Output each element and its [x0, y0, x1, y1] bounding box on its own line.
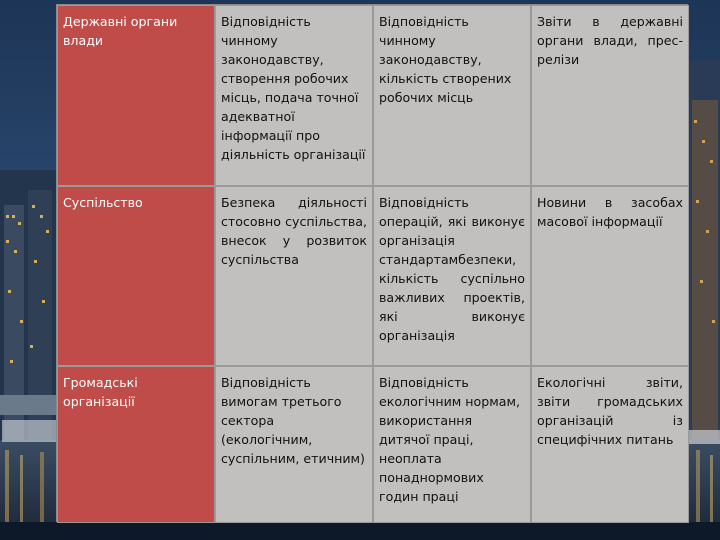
table-cell: Екологічні звіти, звіти громадських організацій із специфічних питань — [531, 366, 689, 523]
table-cell-entity: Громадські організації — [57, 366, 215, 523]
table-cell: Відповідність екологічним нормам, використання дитячої праці, неоплата понаднормових годин праці — [373, 366, 531, 523]
table-cell: Відповідність вимогам третього сектора (екологічним, суспільним, етичним) — [215, 366, 373, 523]
table-cell: Безпека діяльності стосовно суспільства, внесок у розвиток суспільства — [215, 186, 373, 366]
table-cell: Новини в засобах масової інформації — [531, 186, 689, 366]
table-cell: Звіти в державні органи влади, прес-релізи — [531, 5, 689, 186]
table-cell: Відповідність чинному законодавству, створення робочих місць, подача точної адекватної інформації про діяльність організації — [215, 5, 373, 186]
table-cell: Відповідність операцій, які виконує організація стандартамбезпеки, кількість суспільно важливих проектів, які виконує організація — [373, 186, 531, 366]
stakeholder-table — [56, 4, 688, 522]
table-cell: Відповідність чинному законодавству, кількість створених робочих місць — [373, 5, 531, 186]
table-cell-entity: Державні органи влади — [57, 5, 215, 186]
table-cell-entity: Суспільство — [57, 186, 215, 366]
